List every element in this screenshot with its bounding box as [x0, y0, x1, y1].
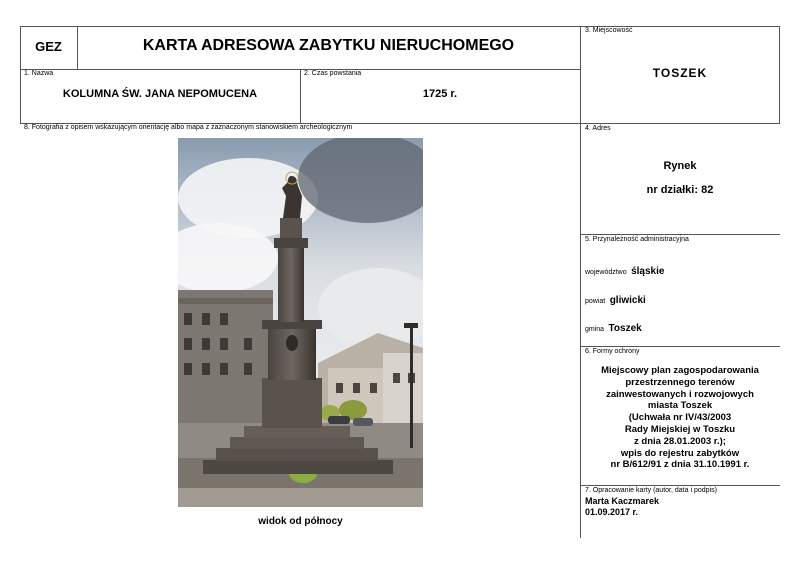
monument-name: KOLUMNA ŚW. JANA NEPOMUCENA	[62, 88, 258, 100]
county-row	[585, 290, 646, 308]
protection-line: zainwestowanych i rozwojowych	[606, 388, 754, 400]
protection-line: wpis do rejestru zabytków	[620, 447, 740, 459]
address-plot: nr działki: 82	[646, 184, 714, 196]
commune-row	[585, 318, 642, 336]
county-label: powiat	[585, 298, 606, 305]
protection-line: Rady Miejskiej w Toszku	[624, 423, 736, 435]
protection-text	[580, 365, 780, 471]
voivodeship-label: województwo	[585, 269, 627, 276]
admin-label: 5. Przynależność administracyjna	[585, 236, 689, 243]
border-address-bottom	[580, 234, 780, 235]
border-protection-bottom	[580, 485, 780, 486]
protection-line: (Uchwała nr IV/43/2003	[628, 412, 732, 424]
protection-line: przestrzennego terenów	[625, 376, 735, 388]
protection-line: z dnia 28.01.2003 r.);	[634, 435, 726, 447]
county-value: gliwicki	[609, 295, 646, 306]
commune-value: Toszek	[608, 323, 642, 334]
author-date: 01.09.2017 r.	[585, 507, 639, 517]
date-label: 2. Czas powstania	[304, 70, 362, 77]
address-street: Rynek	[663, 160, 697, 172]
card-title: KARTA ADRESOWA ZABYTKU NIERUCHOMEGO	[142, 37, 515, 54]
locality-label: 3. Miejscowość	[585, 27, 633, 34]
photo-caption: widok od północy	[258, 516, 343, 527]
card-code: GEZ	[35, 39, 62, 54]
voivodeship-row	[585, 261, 664, 279]
author-name: Marta Kaczmarek	[585, 496, 660, 506]
locality-value: TOSZEK	[652, 66, 708, 80]
protection-label: 6. Formy ochrony	[585, 348, 640, 355]
protection-line: miasta Toszek	[647, 400, 713, 412]
photo-label: 8. Fotografia z opisem wskazującym orientację albo mapa z zaznaczonym stanowiskiem archeologicznym	[24, 124, 353, 131]
voivodeship-value: śląskie	[631, 266, 665, 277]
commune-label: gmina	[585, 326, 605, 333]
protection-line: Miejscowy plan zagospodarowania	[601, 365, 759, 376]
address-label: 4. Adres	[585, 125, 611, 132]
protection-line: nr B/612/91 z dnia 31.10.1991 r.	[610, 459, 750, 471]
construction-date: 1725 r.	[422, 88, 458, 100]
name-label: 1. Nazwa	[24, 70, 54, 77]
border-top	[20, 26, 780, 27]
monument-photo	[178, 138, 423, 507]
border-admin-bottom	[580, 346, 780, 347]
author-label: 7. Opracowanie karty (autor, data i podpis)	[585, 487, 717, 494]
